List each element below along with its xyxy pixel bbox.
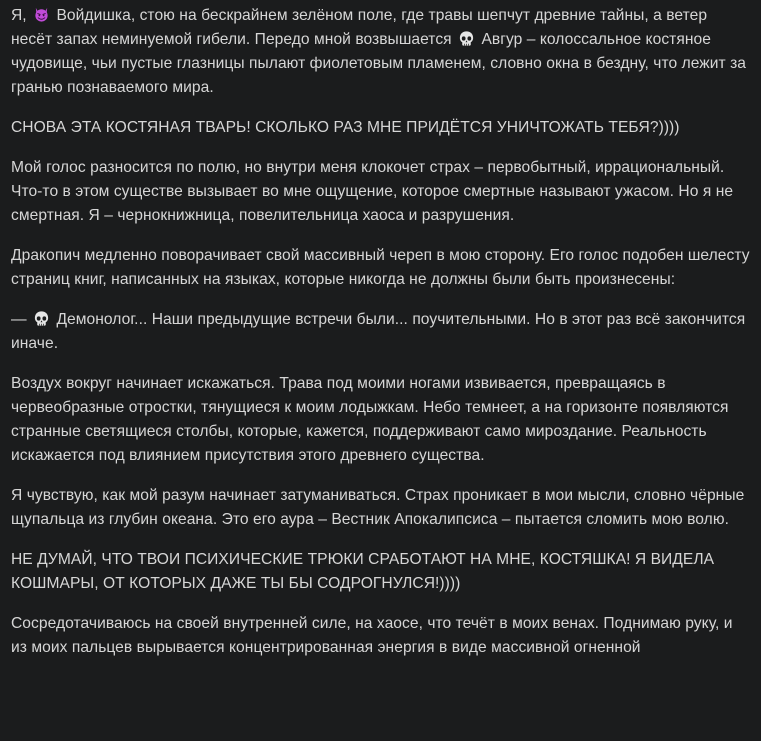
- message-paragraph-9: Сосредотачиваюсь на своей внутренней силе, на хаосе, что течёт в моих венах. Поднимаю руку, и из моих пальцев вырывается концентрированная энергия в виде массивной огненной: [11, 615, 733, 656]
- message-paragraph-1: [11, 4, 751, 100]
- skull-icon: [33, 310, 50, 327]
- paragraph-text: Войдишка, стою на бескрайнем зелёном поле, где травы шепчут древние тайны, а ветер несёт запах неминуемой гибели. Передо мной возвышается: [11, 7, 708, 48]
- message-paragraph-4: Дракопич медленно поворачивает свой массивный череп в мою сторону. Его голос подобен шелесту страниц книг, написанных на языках, которые никогда не должны были быть произнесены:: [11, 247, 750, 288]
- message-paragraph-6: Воздух вокруг начинает искажаться. Трава под моими ногами извивается, превращаясь в червеобразные отростки, тянущиеся к моим лодыжкам. Небо темнеет, а на горизонте появляются странные светящиеся столбы, которые, кажется, поддерживают само мироздание. Реальность искажается под влиянием присутствия этого древнего существа.: [11, 375, 729, 464]
- paragraph-text: Я,: [11, 7, 27, 24]
- message-paragraph-8: НЕ ДУМАЙ, ЧТО ТВОИ ПСИХИЧЕСКИЕ ТРЮКИ СРАБОТАЮТ НА МНЕ, КОСТЯШКА! Я ВИДЕЛА КОШМАРЫ, ОТ КОТОРЫХ ДАЖЕ ТЫ БЫ СОДРОГНУЛСЯ!)))): [11, 551, 715, 592]
- message-paragraph-2: СНОВА ЭТА КОСТЯНАЯ ТВАРЬ! СКОЛЬКО РАЗ МНЕ ПРИДЁТСЯ УНИЧТОЖАТЬ ТЕБЯ?)))): [11, 119, 680, 136]
- paragraph-text: Демонолог... Наши предыдущие встречи были... поучительными. Но в этот раз всё закончится иначе.: [11, 311, 746, 352]
- skull-icon: [458, 30, 475, 47]
- message-paragraph-5: [11, 308, 751, 356]
- smiling-face-with-horns-icon: [33, 6, 50, 23]
- dialogue-dash: —: [11, 311, 27, 328]
- message-paragraph-7: Я чувствую, как мой разум начинает затуманиваться. Страх проникает в мои мысли, словно чёрные щупальца из глубин океана. Это его аура – Вестник Апокалипсиса – пытается сломить мою волю.: [11, 487, 745, 528]
- paragraph-text: Авгур – колоссальное костяное чудовище, чьи пустые глазницы пылают фиолетовым пламенем, словно окна в бездну, что лежит за гранью познаваемого мира.: [11, 31, 746, 96]
- message-paragraph-3: Мой голос разносится по полю, но внутри меня клокочет страх – первобытный, иррациональный. Что-то в этом существе вызывает во мне ощущение, которое смертные называют ужасом. Но я не смертная. Я – чернокнижница, повелительница хаоса и разрушения.: [11, 159, 734, 224]
